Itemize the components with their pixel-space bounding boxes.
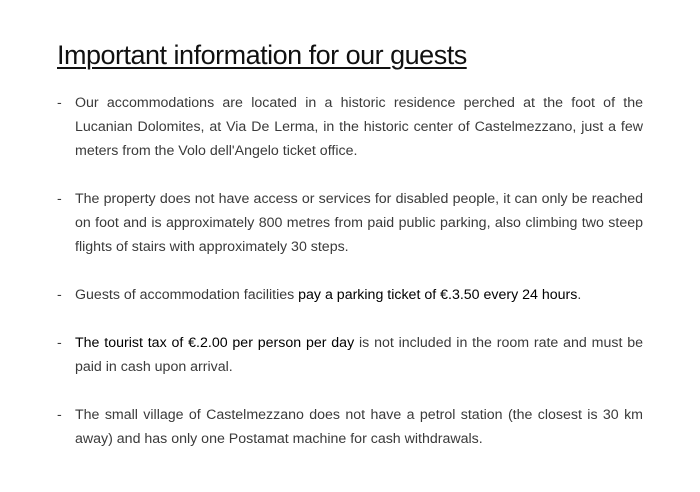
info-item-text: The property does not have access or services for disabled people, it can only be reached on foot and is approximately 800 metres from paid public parking, also climbing two steep flights of stairs with approximately 30 steps. bbox=[75, 191, 643, 255]
bullet-dash: - bbox=[57, 287, 62, 303]
tourist-tax-highlight: The tourist tax of €.2.00 per person per day bbox=[75, 335, 355, 351]
info-item-text-plain: Guests of accommodation facilities bbox=[75, 287, 299, 303]
bullet-dash: - bbox=[57, 95, 62, 111]
info-item-accessibility bbox=[57, 187, 643, 259]
info-item-location bbox=[57, 91, 643, 163]
info-item-text-plain: . bbox=[577, 287, 582, 303]
info-item-text-plain: is not included in the room rate and must be paid in cash upon arrival. bbox=[75, 335, 643, 375]
info-item-text: The small village of Castelmezzano does not have a petrol station (the closest is 30 km away) and has only one Postamat machine for cash withdrawals. bbox=[75, 407, 643, 447]
bullet-dash: - bbox=[57, 335, 62, 351]
info-item-parking bbox=[57, 283, 643, 307]
info-item-text bbox=[75, 331, 643, 379]
info-item-text bbox=[75, 283, 643, 307]
bullet-dash: - bbox=[57, 407, 62, 423]
info-item-text: Our accommodations are located in a historic residence perched at the foot of the Lucanian Dolomites, at Via De Lerma, in the historic center of Castelmezzano, just a few meters from the Volo dell'Angelo ticket office. bbox=[75, 95, 643, 159]
bullet-dash: - bbox=[57, 191, 62, 207]
info-item-tourist-tax bbox=[57, 331, 643, 379]
info-item-services bbox=[57, 403, 643, 451]
page-title: Important information for our guests bbox=[57, 40, 467, 70]
parking-fee-highlight: pay a parking ticket of €.3.50 every 24 hours bbox=[298, 287, 578, 303]
